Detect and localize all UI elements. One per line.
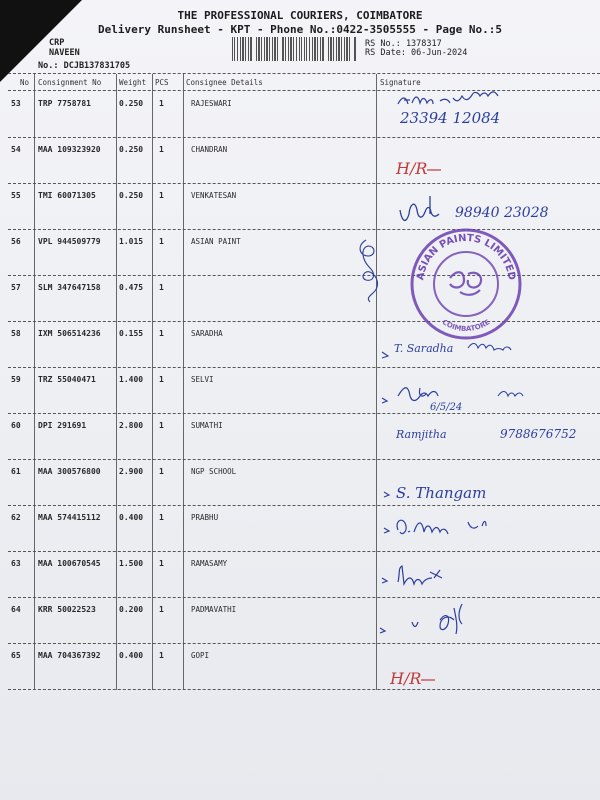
weight-value: 1.500 bbox=[119, 559, 144, 568]
col-signature: Signature bbox=[380, 78, 421, 87]
col-no: No bbox=[20, 78, 30, 87]
branch-code: CRP bbox=[49, 38, 65, 48]
table-row bbox=[0, 598, 600, 644]
consignment-number: KRR 50022523 bbox=[38, 605, 96, 614]
weight-value: 0.250 bbox=[119, 145, 144, 154]
consignment-number: TRP 7758781 bbox=[38, 99, 91, 108]
consignee-name: PADMAVATHI bbox=[191, 605, 237, 614]
pieces-count: 1 bbox=[159, 99, 164, 108]
consignee-name: VENKATESAN bbox=[191, 191, 237, 200]
row-rule bbox=[8, 689, 600, 690]
pieces-count: 1 bbox=[159, 559, 164, 568]
consignee-name: PRABHU bbox=[191, 513, 219, 522]
weight-value: 1.400 bbox=[119, 375, 144, 384]
signature-53-phone: 23394 12084 bbox=[400, 109, 501, 127]
pieces-count: 1 bbox=[159, 513, 164, 522]
row-number: 53 bbox=[11, 99, 21, 108]
col-consignment: Consignment No bbox=[38, 78, 102, 87]
signature-59-date: 6/5/24 bbox=[430, 402, 463, 413]
weight-value: 0.250 bbox=[119, 99, 144, 108]
pieces-count: 1 bbox=[159, 237, 164, 246]
row-number: 63 bbox=[11, 559, 21, 568]
weight-value: 0.475 bbox=[119, 283, 144, 292]
col-weight: Weight bbox=[119, 78, 147, 87]
barcode bbox=[232, 37, 356, 61]
signature-60-name: Ramjitha bbox=[396, 428, 447, 441]
row-number: 54 bbox=[11, 145, 21, 154]
weight-value: 2.800 bbox=[119, 421, 144, 430]
consignee-name: GOPI bbox=[191, 651, 210, 660]
consignee-name: SARADHA bbox=[191, 329, 223, 338]
consignee-name: NGP SCHOOL bbox=[191, 467, 237, 476]
table-row bbox=[0, 138, 600, 184]
row-number: 55 bbox=[11, 191, 21, 200]
consignment-number: VPL 944509779 bbox=[38, 237, 101, 246]
col-consignee: Consignee Details bbox=[186, 78, 263, 87]
stamp-text-top: ASIAN PAINTS LIMITED bbox=[415, 232, 517, 282]
dcj-number: No.: DCJB137831705 bbox=[38, 61, 131, 71]
signature-60-phone: 9788676752 bbox=[500, 427, 577, 441]
pieces-count: 1 bbox=[159, 375, 164, 384]
pieces-count: 1 bbox=[159, 191, 164, 200]
row-number: 61 bbox=[11, 467, 21, 476]
table-header-rule bbox=[8, 90, 600, 91]
consignee-name: RAMASAMY bbox=[191, 559, 228, 568]
table-header bbox=[0, 74, 600, 90]
consignment-number: MAA 300576800 bbox=[38, 467, 101, 476]
weight-value: 0.155 bbox=[119, 329, 144, 338]
signature-61-name: S. Thangam bbox=[396, 484, 487, 502]
pieces-count: 1 bbox=[159, 421, 164, 430]
weight-value: 1.015 bbox=[119, 237, 144, 246]
signature-58-name: T. Saradha bbox=[394, 342, 454, 355]
pieces-count: 1 bbox=[159, 283, 164, 292]
consignment-number: SLM 347647158 bbox=[38, 283, 101, 292]
table-row bbox=[0, 322, 600, 368]
pieces-count: 1 bbox=[159, 605, 164, 614]
table-row bbox=[0, 276, 600, 322]
hr-mark-54: H/R bbox=[396, 159, 428, 178]
table-row bbox=[0, 184, 600, 230]
weight-value: 0.400 bbox=[119, 651, 144, 660]
row-number: 65 bbox=[11, 651, 21, 660]
rs-number: RS No.: 1378317 bbox=[365, 39, 442, 49]
consignment-number: MAA 574415112 bbox=[38, 513, 101, 522]
table-row bbox=[0, 92, 600, 138]
weight-value: 0.400 bbox=[119, 513, 144, 522]
pieces-count: 1 bbox=[159, 329, 164, 338]
weight-value: 0.200 bbox=[119, 605, 144, 614]
hr-mark-65: H/R bbox=[390, 669, 422, 688]
runsheet-title: Delivery Runsheet - KPT - Phone No.:0422-3505555 - Page No.:5 bbox=[98, 23, 502, 36]
row-number: 62 bbox=[11, 513, 21, 522]
row-number: 64 bbox=[11, 605, 21, 614]
table-row bbox=[0, 506, 600, 552]
row-number: 56 bbox=[11, 237, 21, 246]
company-title: THE PROFESSIONAL COURIERS, COIMBATORE bbox=[177, 9, 423, 22]
consignment-number: MAA 704367392 bbox=[38, 651, 101, 660]
row-number: 59 bbox=[11, 375, 21, 384]
delivery-agent-name: NAVEEN bbox=[49, 48, 80, 58]
consignee-name: SELVI bbox=[191, 375, 214, 384]
consignment-number: MAA 109323920 bbox=[38, 145, 101, 154]
consignee-name: CHANDRAN bbox=[191, 145, 228, 154]
row-number: 58 bbox=[11, 329, 21, 338]
col-pcs: PCS bbox=[155, 78, 169, 87]
consignee-name: RAJESWARI bbox=[191, 99, 232, 108]
signature-55-phone: 98940 23028 bbox=[455, 205, 549, 221]
consignment-number: MAA 100670545 bbox=[38, 559, 101, 568]
consignee-name: SUMATHI bbox=[191, 421, 223, 430]
row-number: 57 bbox=[11, 283, 21, 292]
consignment-number: DPI 291691 bbox=[38, 421, 87, 430]
pieces-count: 1 bbox=[159, 467, 164, 476]
table-row bbox=[0, 460, 600, 506]
stamp-text-bottom: COIMBATORE bbox=[440, 318, 492, 334]
consignment-number: TMI 60071305 bbox=[38, 191, 96, 200]
row-number: 60 bbox=[11, 421, 21, 430]
weight-value: 0.250 bbox=[119, 191, 144, 200]
table-row bbox=[0, 644, 600, 690]
consignee-name: ASIAN PAINT bbox=[191, 237, 241, 246]
pieces-count: 1 bbox=[159, 145, 164, 154]
weight-value: 2.900 bbox=[119, 467, 144, 476]
rs-date: RS Date: 06-Jun-2024 bbox=[365, 48, 468, 58]
table-row bbox=[0, 230, 600, 276]
consignment-number: IXM 506514236 bbox=[38, 329, 101, 338]
consignment-number: TRZ 55040471 bbox=[38, 375, 96, 384]
table-row bbox=[0, 414, 600, 460]
table-row bbox=[0, 552, 600, 598]
pieces-count: 1 bbox=[159, 651, 164, 660]
table-row bbox=[0, 368, 600, 414]
